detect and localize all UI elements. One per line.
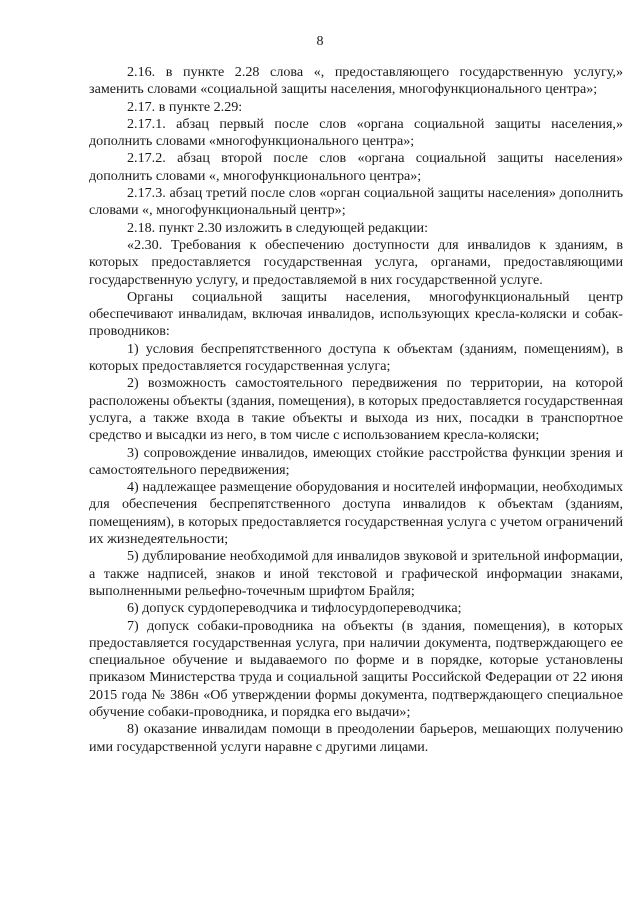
list-item-8: 8) оказание инвалидам помощи в преодолении барьеров, мешающих получению ими государственной услуги наравне с другими лицами. bbox=[89, 721, 623, 755]
list-item-3: 3) сопровождение инвалидов, имеющих стойкие расстройства функции зрения и самостоятельного передвижения; bbox=[89, 444, 623, 478]
paragraph-2-17-2: 2.17.2. абзац второй после слов «органа социальной защиты населения» дополнить словами «, многофункционального центра»; bbox=[89, 150, 623, 184]
paragraph-2-30: «2.30. Требования к обеспечению доступности для инвалидов к зданиям, в которых предоставляется государственная услуга, органами, предоставляющими государственную услугу, и предоставляемой в них государственной услуге. bbox=[89, 236, 623, 288]
paragraph-2-17: 2.17. в пункте 2.29: bbox=[127, 98, 243, 115]
paragraph-2-16: 2.16. в пункте 2.28 слова «, предоставляющего государственную услугу,» заменить словами «социальной защиты населения, многофункционального центра»; bbox=[89, 64, 623, 98]
list-item-5: 5) дублирование необходимой для инвалидов звуковой и зрительной информации, а также надписей, знаков и иной текстовой и графической информации знаками, выполненными рельефно-точечным шрифтом Брайля; bbox=[89, 548, 623, 599]
paragraph-2-17-1: 2.17.1. абзац первый после слов «органа социальной защиты населения,» дополнить словами «многофункционального центра»; bbox=[89, 115, 623, 150]
paragraph-2-18: 2.18. пункт 2.30 изложить в следующей редакции: bbox=[127, 219, 428, 236]
list-item-7: 7) допуск собаки-проводника на объекты (в здания, помещения), в которых предоставляется государственная услуга, при наличии документа, подтверждающего ее специальное обучение и выдаваемого по форме и в порядке, которые установлены приказом Министерства труда и социальной защиты Российской Федерации от 22 июня 2015 года № 386н «Об утверждении формы документа, подтверждающего специальное обучение собаки-проводника, и порядка его выдачи»; bbox=[89, 617, 623, 720]
list-item-6: 6) допуск сурдопереводчика и тифлосурдопереводчика; bbox=[127, 600, 462, 617]
list-item-1: 1) условия беспрепятственного доступа к объектам (зданиям, помещениям), в которых предоставляется государственная услуга; bbox=[89, 340, 623, 375]
document-body bbox=[89, 64, 623, 756]
list-item-2: 2) возможность самостоятельного передвижения по территории, на которой расположены объекты (здания, помещения), в которых предоставляется государственная услуга, а также входа в такие объекты и выхода из них, посадки в транспортное средство и высадки из него, в том числе с использованием кресла-коляски; bbox=[89, 375, 623, 444]
paragraph-2-17-3: 2.17.3. абзац третий после слов «орган социальной защиты населения» дополнить словами «, многофункциональный центр»; bbox=[89, 185, 623, 219]
list-item-4: 4) надлежащее размещение оборудования и носителей информации, необходимых для обеспечения беспрепятственного доступа инвалидов к объектам (зданиям, помещениям), в которых предоставляется государственная услуга с учетом ограничений их жизнедеятельности; bbox=[89, 479, 623, 548]
paragraph-organs: Органы социальной защиты населения, многофункциональный центр обеспечивают инвалидам, включая инвалидов, использующих кресла-коляски и собак-проводников: bbox=[89, 288, 623, 340]
page-number: 8 bbox=[316, 34, 324, 49]
